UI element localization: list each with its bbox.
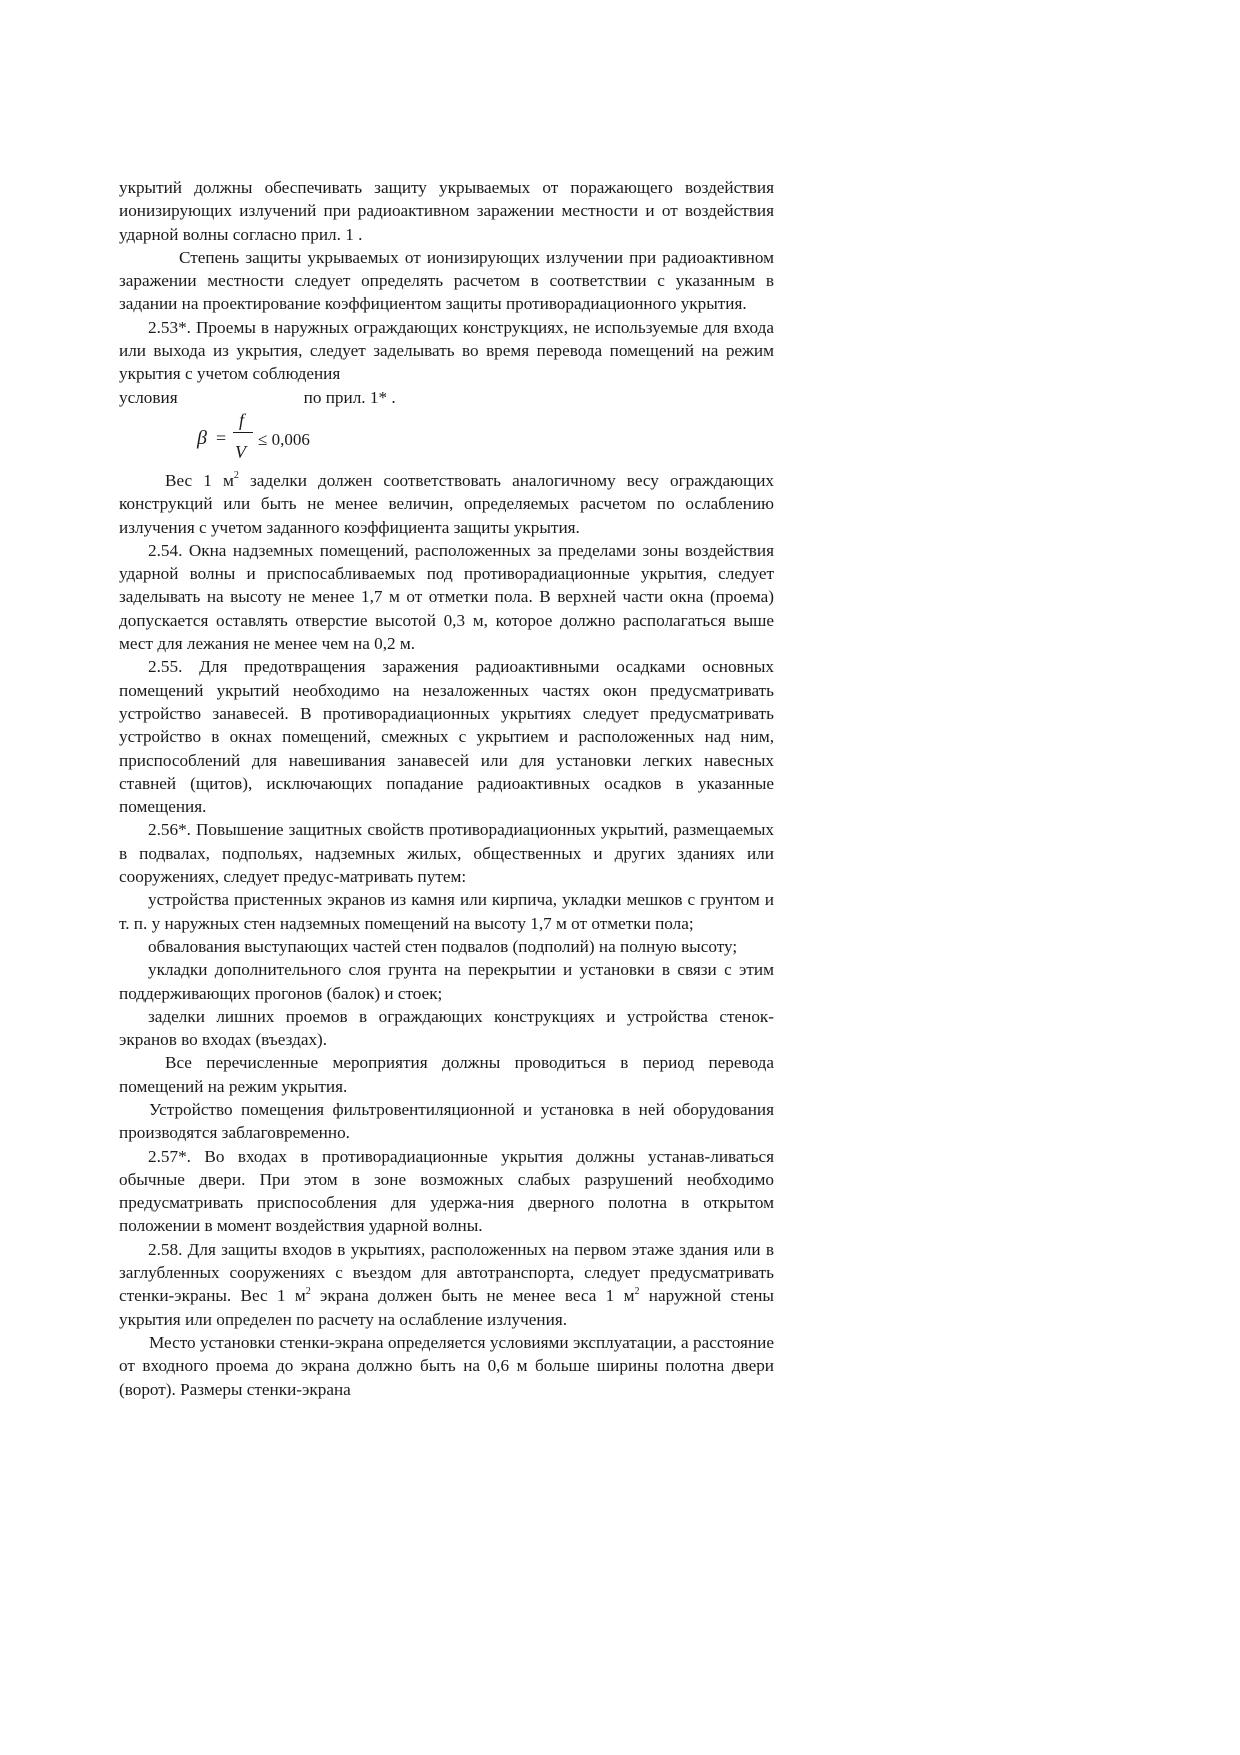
paragraph-filter-ventilation: Устройство помещения фильтровентиляционной и установка в ней оборудования производятся заблаговременно. [119, 1099, 774, 1143]
paragraph-2-57: 2.57*. Во входах в противорадиационные укрытия должны устанав-ливаться обычные двери. При этом в зоне возможных слабых разрушений необходимо предусматривать приспособления для удержа-ния дверного полотна в открытом положении в момент воздействия ударной волны. [119, 1146, 774, 1236]
text-run: наружной стены укрытия или определен по расчету на ослабление излучения. [119, 1286, 774, 1329]
text-run: экрана должен быть не менее веса 1 м [310, 1286, 635, 1306]
formula-beta [119, 411, 774, 469]
text-run: Вес 1 м [165, 470, 234, 490]
paragraph-2-56: 2.56*. Повышение защитных свойств противорадиационных укрытий, размещаемых в подвалах, подпольях, надземных жилых, общественных и других зданиях или сооружениях, следует предус-матривать путем: [119, 820, 774, 887]
formula-denominator: V [235, 441, 246, 462]
paragraph-2-55: 2.55. Для предотвращения заражения радиоактивными осадками основных помещений укрытий необходимо на незаложенных частях окон предусматривать устройство занавесей. В противорадиационных укрытиях следует предусматривать устройство в окнах помещений, смежных с укрытием и расположенных над ним, приспособлений для навешивания занавесей или для установки легких навесных ставней (щитов), исключающих попадание радиоактивных осадков в указанные помещения. [119, 657, 774, 817]
formula-rhs: ≤ 0,006 [258, 429, 310, 449]
paragraph-protection-degree: Степень защиты укрываемых от ионизирующих излучении при радиоактивном заражении местности следует определять расчетом в соответствии с указанным в задании на проектирование коэффициентом защиты противорадиационного укрытия. [119, 247, 774, 314]
list-item-openings: заделки лишних проемов в ограждающих конструкциях и устройства стенок-экранов во входах (въездах). [119, 1006, 774, 1050]
formula-equals: = [216, 427, 227, 448]
paragraph-screen-location: Место установки стенки-экрана определяется условиями эксплуатации, а расстояние от входного проема до экрана должно быть на 0,6 м больше ширины полотна двери (ворот). Размеры стенки-экрана [119, 1332, 774, 1399]
condition-word: условия [119, 387, 178, 407]
list-item-screens: устройства пристенных экранов из камня или кирпича, укладки мешков с грунтом и т. п. у наружных стен надземных помещений на высоту 1,7 м от отметки пола; [119, 890, 774, 933]
superscript: 2 [634, 1285, 640, 1297]
superscript: 2 [233, 470, 239, 482]
paragraph-2-58 [119, 1238, 774, 1331]
list-item-soil-layer: укладки дополнительного слоя грунта на перекрытии и установки в связи с этим поддерживающих прогонов (балок) и стоек; [119, 960, 774, 1003]
condition-line [119, 386, 774, 409]
paragraph-2-54: 2.54. Окна надземных помещений, расположенных за пределами зоны воздействия ударной волны и приспосабливаемых под противорадиационные укрытия, следует заделывать на высоту не менее 1,7 м от отметки пола. В верхней части окна (проема) допускается оставлять отверстие высотой 0,3 м, которое должно располагаться выше мест для лежания не менее чем на 0,2 м. [119, 540, 774, 654]
formula-numerator: f [239, 409, 245, 430]
paragraph-2-53: 2.53*. Проемы в наружных ограждающих конструкциях, не используемые для входа или выхода из укрытия, следует заделывать во время перевода помещений на режим укрытия с учетом соблюдения [119, 317, 774, 384]
text-run: 2.58. Для защиты входов в укрытиях, расположенных на первом этаже здания или в заглубленных сооружениях с въездом для автотранспорта, следует предусматривать стенки-экраны. Вес 1 м [119, 1239, 774, 1306]
formula-fraction-bar [233, 432, 253, 433]
superscript: 2 [305, 1285, 311, 1297]
text-run: заделки должен соответствовать аналогичному весу ограждающих конструкций или быть не менее величин, определяемых расчетом по ослаблению излучения с учетом заданного коэффициента защиты укрытия. [119, 470, 774, 537]
document-page [119, 176, 774, 1401]
condition-reference: по прил. 1* . [303, 387, 396, 407]
list-item-embankment: обвалования выступающих частей стен подвалов (подполий) на полную высоту; [148, 936, 738, 956]
paragraph-shelter-protection: укрытий должны обеспечивать защиту укрываемых от поражающего воздействия ионизирующих излучений при радиоактивном заражении местности и от воздействия ударной волны согласно прил. 1 . [119, 178, 774, 244]
formula-beta-symbol: β [197, 426, 207, 449]
paragraph-seal-weight [119, 469, 774, 539]
paragraph-measures: Все перечисленные мероприятия должны проводиться в период перевода помещений на режим укрытия. [119, 1053, 774, 1096]
